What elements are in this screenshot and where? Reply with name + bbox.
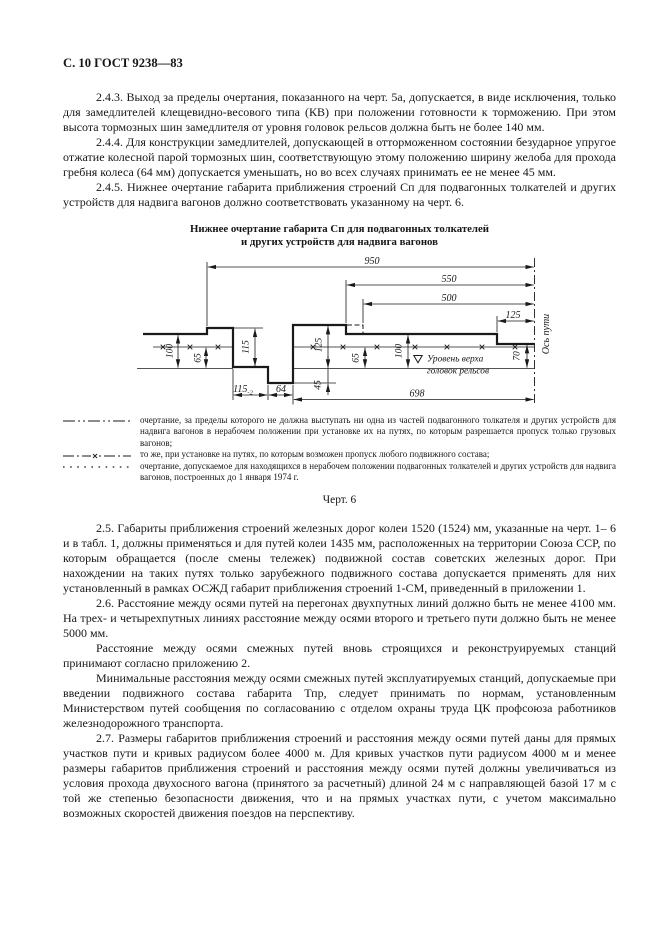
dim-115-tolerance-sub: -2: [247, 389, 253, 397]
paragraph-2-6-continuation-1: Расстояние между осями смежных путей вновь строящихся и реконструируемых станций принимают согласно приложению 2.: [63, 641, 616, 671]
figure-title: [63, 223, 616, 249]
dim-125-top: 125: [505, 310, 521, 321]
dim-45: 45: [313, 380, 324, 390]
paragraph-2-4-4: 2.4.4. Для конструкции замедлителей, допускающей в отторможенном состоянии безударное упругое отжатие колесной парой тормозных шин, соответствующую этому положению ширину желоба для прохода гребня колеса (64 мм) допускается уменьшать, но во всех случаях принимать ее не менее 45 мм.: [63, 135, 616, 179]
page-header: С. 10 ГОСТ 9238—83: [63, 56, 183, 70]
body-text-bottom: [63, 521, 616, 821]
body-text-top: [63, 90, 616, 210]
paragraph-2-6: 2.6. Расстояние между осями путей на перегонах двухпутных линий должно быть не менее 4100 мм. На трех- и четырехпутных линиях расстояние между осями второго и третьего пути должно быть не менее 5000 мм.: [63, 596, 616, 641]
paragraph-2-6-continuation-2: Минимальные расстояния между осями смежных путей эксплуатируемых станций, допускаемые при введении подвижного состава габарита Тпр, следует принимать по нормам, установленным Министерством путей сообщения по согласованию с отделом охраны труда ЦК профсоюза работников железнодорожного транспорта.: [63, 671, 616, 731]
legend-text: то же, при установке на путях, по которым возможен пропуск любого подвижного состава;: [140, 449, 490, 460]
dim-500: 500: [441, 293, 457, 304]
dotted-line-icon: [63, 464, 131, 470]
clearance-diagram: [0, 252, 661, 410]
rail-level-label: [427, 355, 489, 377]
legend-text: очертание, за пределы которого не должна выступать ни одна из частей подвагонного толкателя и других устройств для надвига вагонов в нерабочем положении при установке их на путях, по которым разрешается пропуск только грузовых вагонов;: [140, 415, 616, 448]
dash-dot-line-icon: [63, 418, 131, 424]
legend-sample-dash-dot-line: [63, 415, 140, 424]
figure-caption: Черт. 6: [322, 494, 357, 507]
dim-65-left: 65: [193, 353, 204, 363]
dim-125-vertical: 125: [314, 337, 325, 353]
paragraph-2-4-3: 2.4.3. Выход за пределы очертания, показанного на черт. 5а, допускается, в виде исключения, только для замедлителей клещевидно-весового типа (КВ) при положении готовности к торможению. При этом высота тормозных шин замедлителя от уровня головок рельсов должна быть не более 140 мм.: [63, 90, 616, 134]
dim-115-tolerance: [233, 384, 253, 397]
rail-level-label-line2: головок рельсов: [427, 366, 490, 377]
paragraph-2-5: 2.5. Габариты приближения строений железных дорог колеи 1520 (1524) мм, указанные на черт. 1– 6 и в табл. 1, должны применяться и для путей колеи 1435 мм, расположенных на территории Союза ССР, по которым обращается (после смены тележек) подвижной состав советских железных дорог. При нахождении на таких путях только зарубежного подвижного состава допускается применять для них установленный в рамках ОСЖД габарит приближения строений 1-СМ, приведенный в приложении 1.: [63, 521, 616, 596]
figure-legend: [63, 415, 616, 483]
legend-item-pre-1974: [63, 461, 616, 484]
dim-100-left: 100: [165, 343, 176, 359]
legend-text: очертание, допускаемое для находящихся в нерабочем положении подвагонных толкателей и других устройств для надвига вагонов, построенных до 1 января 1974 г.: [140, 460, 616, 483]
dim-550: 550: [441, 274, 457, 285]
paragraph-2-4-5: 2.4.5. Нижнее очертание габарита приближения строений Сп для подвагонных толкателей и других устройств для надвига вагонов должно соответствовать указанному на черт. 6.: [63, 180, 616, 209]
dim-65-right: 65: [351, 353, 362, 363]
track-axis-label: Ось пути: [541, 313, 552, 355]
legend-item-any-rolling-stock: [63, 449, 616, 460]
figure-title-line2: и других устройств для надвига вагонов: [240, 236, 439, 248]
legend-sample-dotted-line: [63, 461, 140, 470]
rail-level-triangle-icon: [414, 356, 422, 363]
dim-115-value: 115: [233, 384, 248, 395]
dash-x-line-icon: [63, 452, 131, 460]
clearance-diagram-svg: [0, 252, 661, 410]
paragraph-2-7: 2.7. Размеры габаритов приближения строений и расстояния между осями путей даны для прямых участков пути и кривых радиусом более 4000 м. Для кривых участков пути радиусом 4000 м и менее размеры габаритов приближения строений и расстояния между осями путей должны увеличиваться из условия прохода двухосного вагона (принятого за расчетный) длиной 24 м с направляющей базой 17 м с той же степенью безопасности движения, что и на прямых участках пути, с учетом максимально возможных скоростей движения поездов на перспективу.: [63, 731, 616, 821]
dim-698: 698: [409, 388, 425, 400]
dim-115-vertical: 115: [241, 340, 252, 354]
dim-950: 950: [364, 256, 380, 267]
dim-100-right: 100: [394, 343, 405, 359]
outline-pre-1974-corner: [347, 325, 363, 334]
figure-title-line1: Нижнее очертание габарита Сп для подвагонных толкателей: [189, 223, 490, 235]
legend-sample-dash-x-line: [63, 449, 140, 460]
dim-70: 70: [512, 351, 523, 361]
outline-any-rolling-stock-line: [153, 345, 535, 350]
rail-level-label-line1: Уровень верха: [427, 354, 484, 365]
dim-64: 64: [276, 384, 286, 395]
legend-item-freight-only: [63, 415, 616, 449]
